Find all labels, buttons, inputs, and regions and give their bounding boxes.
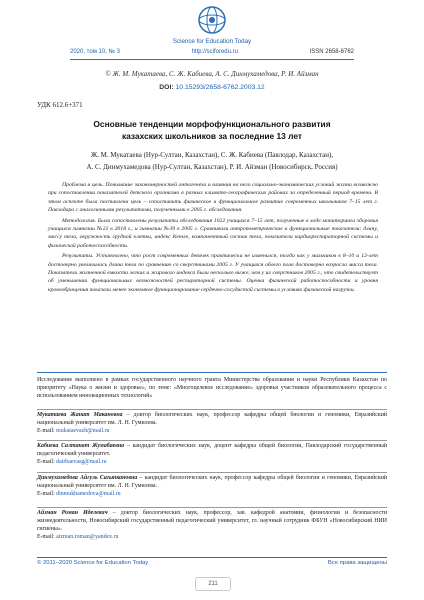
footnote-separator: [37, 409, 387, 410]
journal-logo-icon: [192, 5, 232, 35]
doi-link[interactable]: 10.15293/2658-6762.2003.12: [175, 84, 265, 91]
authors-copyright: © Ж. М. Мукатаева, С. Ж. Кабиева, А. С. Динмухамедова, Р. И. Айзман: [105, 70, 319, 78]
author-info: [37, 411, 387, 435]
abstract-paragraph: Результаты. Установлено, что рост современных девочек практически не изменился, тогда как у мальчиков в 8–10 и 12-лет достоверно увеличилась длина тела по сравнению со сверстниками 2005 г. У учащихся обоего пола достоверно возросла масса тела. Показатели жизненной емкости легких и жирового индекса были несколько ниже, чем у их сверстников 2005 г., что свидетельствует об уменьшении функциональных возможностей респираторной системы. Оценка физической работоспособности и уровня кровообращения показали менее экономное функционирование сердечно-сосудистой системы в условиях физической нагрузки.: [48, 253, 378, 293]
footnote-separator: [37, 472, 387, 473]
author-line: Ж. М. Мукатаева (Нур-Султан, Казахстан), С. Ж. Кабиева (Павлодар, Казахстан),: [90, 151, 334, 159]
email-label: E-mail:: [37, 534, 57, 540]
page-number: 211: [195, 577, 231, 591]
author-email-link[interactable]: mukataevazh@mail.ru: [56, 428, 110, 434]
author-line: А. С. Динмухамедова (Нур-Султан, Казахстан), Р. И. Айзман (Новосибирск, Россия): [86, 163, 338, 171]
footer-divider: [37, 557, 387, 558]
funding-note: Исследование выполнено в рамках государственного научного гранта Министерства образования и науки Республики Казахстан по приоритету «Наука о жизни и здоровье», по теме: «Многоцелевое исследование» здоровья участников образовательного процесса с использованием инновационных технологий»: [37, 377, 387, 399]
author-name: Кабиева Салтанат Жумабаевна: [37, 443, 125, 449]
doi-line: [0, 84, 424, 91]
email-label: E-mail:: [37, 491, 57, 497]
author-desc: – кандидат биологических наук, профессор кафедры общей биологии и геномики, Евразийский национальный университет им. Л. Н. Гумилева.: [37, 475, 387, 489]
author-info: [37, 442, 387, 466]
issue-row: [70, 49, 354, 55]
author-name: Айзман Роман Иделевич: [37, 510, 108, 516]
article-title: [60, 118, 364, 142]
title-line: казахских школьников за последние 13 лет: [121, 131, 303, 141]
author-list: [50, 149, 374, 173]
abstract-paragraph: Проблема и цель. Понимание закономерностей онтогенеза и влияния на него социально-экономических условий жизни возможно при сопоставлении показателей детского организма в разных климато-географических районах за определенный период времени. В этом аспекте была поставлена цель – сопоставить физическое и функциональное развитие современных школьников 7–15 лет г. Павлодара с аналогичными результатами, полученными в 2005 г. обследования.: [48, 182, 378, 214]
footnote-separator: [37, 507, 387, 508]
title-line: Основные тенденции морфофункционального развития: [93, 119, 331, 129]
issn: ISSN 2658-6762: [309, 49, 354, 55]
abstract-paragraph: Методология. Были сопоставлены результаты обследования 1022 учащихся 7–15 лет, полученные в ходе мониторинга здоровья учащихся гимназии №22 в 2018 г., и гимназии №39 в 2005 г. Сравнивали антропометрические и функциональные показатели: длину, массу тела, окружность грудной клетки, индекс Кетле, компонентный состав тела, показатели кардиореспираторной системы и физической работоспособности.: [48, 217, 378, 249]
author-desc: – доктор биологических наук, профессор, зав. кафедрой анатомии, физиологии и безопасности жизнедеятельности, Новосибирский государственный педагогический университет, гл. научный сотрудник ФБУН «Новосибирский НИИ гигиены».: [37, 510, 387, 532]
doi-label: DOI:: [159, 84, 174, 91]
author-name: Мукатаева Жанат Макановна: [37, 412, 123, 418]
footer: [37, 560, 387, 566]
journal-name: Science for Education Today: [172, 38, 252, 45]
email-label: E-mail:: [37, 428, 57, 434]
author-info: [37, 509, 387, 541]
author-email-link[interactable]: dairbaevasg@mail.ru: [56, 459, 107, 465]
journal-url[interactable]: http://sciforedu.ru: [191, 49, 238, 55]
footer-rights: Все права защищены: [327, 560, 387, 566]
author-email-link[interactable]: aizman.roman@yandex.ru: [56, 534, 119, 540]
footer-copyright: © 2011–2020 Science for Education Today: [37, 560, 149, 566]
udk-code: УДК 612.6+371: [37, 101, 83, 109]
author-email-link[interactable]: dinmukhamedova@mail.ru: [56, 491, 121, 497]
author-info: [37, 474, 387, 498]
header-divider: [70, 59, 354, 60]
author-desc: – доктор биологических наук, профессор кафедры общей биологии и геномики, Евразийский национальный университет им. Л. Н. Гумилева.: [37, 412, 387, 426]
abstract: [48, 181, 378, 296]
author-name: Динмухамедова Айгуль Сагынкановна: [37, 475, 138, 481]
footnote-divider: [37, 372, 387, 373]
footnote-separator: [37, 440, 387, 441]
author-desc: – кандидат биологических наук, доцент кафедры общей биологии, Павлодарский государственный педагогический университет.: [37, 443, 388, 457]
email-label: E-mail:: [37, 459, 57, 465]
issue-info: 2020, том 10, № 3: [70, 49, 120, 55]
